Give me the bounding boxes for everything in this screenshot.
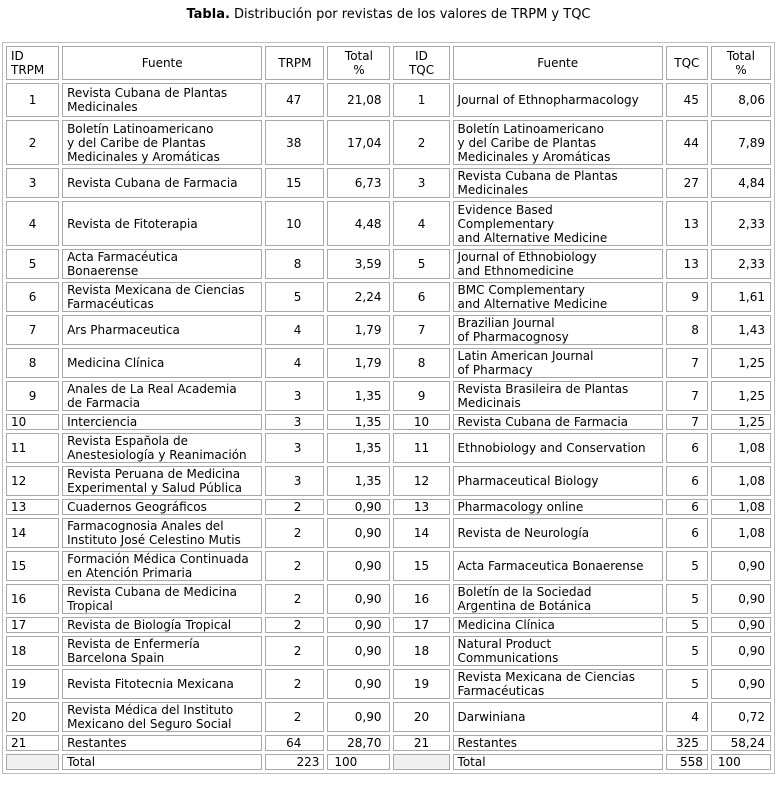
fuente-line: and Alternative Medicine: [457, 297, 608, 311]
fuente-line: and Alternative Medicine: [457, 230, 608, 245]
fuente-line: Medicinales y Aromáticas: [457, 149, 611, 164]
table-row: [6, 584, 771, 614]
id-tqc-cell: 17: [393, 617, 449, 633]
fuente-line: Boletín Latinoamericano: [67, 121, 214, 136]
table-row: [6, 249, 771, 279]
fuente-trpm-cell: [62, 414, 262, 430]
fuente-line: Revista de Fitoterapia: [67, 216, 198, 231]
id-tqc-cell: 18: [393, 636, 449, 666]
pct-tqc-cell: 0,90: [711, 584, 771, 614]
pct-trpm-cell: 1,35: [327, 414, 390, 430]
fuente-tqc-cell: [453, 584, 663, 614]
id-tqc-cell: 1: [393, 83, 449, 117]
fuente-line: Formación Médica Continuada: [67, 552, 249, 566]
tqc-value-cell: 45: [666, 83, 708, 117]
id-tqc-cell: 16: [393, 584, 449, 614]
tqc-value-cell: 7: [666, 381, 708, 411]
fuente-trpm-cell: [62, 381, 262, 411]
distribution-table: [2, 42, 775, 774]
trpm-value-cell: 10: [265, 201, 324, 246]
table-row: [6, 466, 771, 496]
totals-label-trpm: Total: [62, 754, 262, 770]
pct-tqc-cell: 1,25: [711, 381, 771, 411]
id-tqc-cell: 8: [393, 348, 449, 378]
fuente-line: Farmacognosia Anales del: [67, 519, 224, 533]
fuente-trpm-cell: [62, 499, 262, 515]
fuente-line: Ethnobiology and Conservation: [457, 441, 646, 455]
fuente-trpm-cell: [62, 636, 262, 666]
pct-tqc-cell: 1,08: [711, 433, 771, 463]
tqc-value-cell: 8: [666, 315, 708, 345]
fuente-trpm-cell: [62, 83, 262, 117]
id-trpm-cell: 19: [6, 669, 59, 699]
id-tqc-cell: 6: [393, 282, 449, 312]
fuente-line: Acta Farmaceutica Bonaerense: [457, 559, 644, 573]
id-tqc-cell: 3: [393, 168, 449, 198]
trpm-value-cell: 2: [265, 617, 324, 633]
id-trpm-cell: 2: [6, 120, 59, 165]
id-trpm-cell: 13: [6, 499, 59, 515]
header-id-trpm: ID TRPM: [6, 46, 59, 80]
pct-trpm-cell: 1,35: [327, 381, 390, 411]
trpm-value-cell: 4: [265, 315, 324, 345]
pct-tqc-cell: 1,43: [711, 315, 771, 345]
fuente-tqc-cell: [453, 315, 663, 345]
fuente-tqc-cell: [453, 551, 663, 581]
tqc-value-cell: 9: [666, 282, 708, 312]
pct-tqc-cell: 7,89: [711, 120, 771, 165]
fuente-line: Evidence Based: [457, 202, 553, 217]
table-row: [6, 499, 771, 515]
fuente-line: y del Caribe de Plantas: [457, 135, 597, 150]
caption-text: Distribución por revistas de los valores de TRPM y TQC: [229, 7, 591, 22]
tqc-value-cell: 13: [666, 201, 708, 246]
trpm-value-cell: 2: [265, 518, 324, 548]
fuente-tqc-cell: [453, 348, 663, 378]
fuente-line: Journal of Ethnobiology: [457, 250, 597, 264]
id-tqc-cell: 15: [393, 551, 449, 581]
fuente-line: of Pharmacy: [457, 363, 533, 377]
id-trpm-cell: 1: [6, 83, 59, 117]
pct-trpm-cell: 2,24: [327, 282, 390, 312]
fuente-trpm-cell: [62, 669, 262, 699]
pct-tqc-cell: 1,08: [711, 518, 771, 548]
table-row: [6, 433, 771, 463]
totals-pct-tqc: 100: [711, 754, 771, 770]
pct-trpm-cell: 0,90: [327, 702, 390, 732]
id-trpm-cell: 11: [6, 433, 59, 463]
id-trpm-cell: 15: [6, 551, 59, 581]
fuente-tqc-cell: [453, 249, 663, 279]
fuente-line: Bonaerense: [67, 264, 139, 278]
table-body: [6, 83, 771, 751]
fuente-line: BMC Complementary: [457, 283, 585, 297]
fuente-line: Revista Brasileira de Plantas: [457, 382, 629, 396]
table-row: [6, 735, 771, 751]
tqc-value-cell: 7: [666, 414, 708, 430]
id-trpm-cell: 7: [6, 315, 59, 345]
fuente-line: Medicinales y Aromáticas: [67, 149, 220, 164]
header-id-tqc: ID TQC: [393, 46, 449, 80]
fuente-tqc-cell: [453, 414, 663, 430]
pct-tqc-cell: 1,25: [711, 414, 771, 430]
pct-tqc-cell: 1,08: [711, 466, 771, 496]
fuente-trpm-cell: [62, 348, 262, 378]
table-row: [6, 201, 771, 246]
fuente-line: y del Caribe de Plantas: [67, 135, 206, 150]
fuente-trpm-cell: [62, 617, 262, 633]
tqc-value-cell: 5: [666, 584, 708, 614]
fuente-line: Revista Cubana de Medicina: [67, 585, 237, 599]
fuente-line: Interciencia: [67, 415, 138, 429]
trpm-value-cell: 3: [265, 414, 324, 430]
fuente-line: Barcelona Spain: [67, 651, 165, 665]
id-tqc-cell: 14: [393, 518, 449, 548]
fuente-tqc-cell: [453, 735, 663, 751]
pct-trpm-cell: 4,48: [327, 201, 390, 246]
pct-trpm-cell: 6,73: [327, 168, 390, 198]
id-trpm-cell: 21: [6, 735, 59, 751]
id-trpm-cell: 16: [6, 584, 59, 614]
fuente-line: Revista Española de: [67, 434, 189, 448]
trpm-value-cell: 2: [265, 584, 324, 614]
trpm-value-cell: 2: [265, 669, 324, 699]
id-tqc-cell: 11: [393, 433, 449, 463]
fuente-tqc-cell: [453, 617, 663, 633]
tqc-value-cell: 7: [666, 348, 708, 378]
pct-tqc-cell: 1,08: [711, 499, 771, 515]
fuente-line: Revista Peruana de Medicina: [67, 467, 241, 481]
fuente-line: Anales de La Real Academia: [67, 382, 237, 396]
trpm-value-cell: 4: [265, 348, 324, 378]
fuente-trpm-cell: [62, 201, 262, 246]
fuente-line: of Pharmacognosy: [457, 330, 569, 344]
fuente-line: and Ethnomedicine: [457, 264, 574, 278]
table-row: [6, 348, 771, 378]
fuente-line: en Atención Primaria: [67, 566, 193, 580]
trpm-value-cell: 2: [265, 499, 324, 515]
header-fuente-trpm: Fuente: [62, 46, 262, 80]
fuente-tqc-cell: [453, 702, 663, 732]
id-trpm-cell: 8: [6, 348, 59, 378]
trpm-value-cell: 47: [265, 83, 324, 117]
pct-tqc-cell: 1,25: [711, 348, 771, 378]
pct-tqc-cell: 2,33: [711, 249, 771, 279]
pct-trpm-cell: 1,35: [327, 466, 390, 496]
trpm-value-cell: 8: [265, 249, 324, 279]
id-trpm-cell: 3: [6, 168, 59, 198]
table-row: [6, 669, 771, 699]
fuente-line: Farmacéuticas: [457, 684, 545, 698]
trpm-value-cell: 38: [265, 120, 324, 165]
pct-trpm-cell: 28,70: [327, 735, 390, 751]
fuente-line: Farmacéuticas: [67, 297, 154, 311]
fuente-line: Revista de Neurología: [457, 526, 590, 540]
id-trpm-cell: 10: [6, 414, 59, 430]
fuente-tqc-cell: [453, 433, 663, 463]
fuente-tqc-cell: [453, 168, 663, 198]
header-fuente-tqc: Fuente: [453, 46, 663, 80]
trpm-value-cell: 3: [265, 381, 324, 411]
pct-trpm-cell: 0,90: [327, 669, 390, 699]
totals-id-trpm-blank: [6, 754, 59, 770]
fuente-tqc-cell: [453, 120, 663, 165]
table-row: [6, 414, 771, 430]
fuente-tqc-cell: [453, 499, 663, 515]
fuente-line: Revista de Biología Tropical: [67, 618, 232, 632]
fuente-trpm-cell: [62, 282, 262, 312]
fuente-trpm-cell: [62, 551, 262, 581]
fuente-tqc-cell: [453, 381, 663, 411]
fuente-line: Revista Cubana de Plantas: [457, 169, 618, 183]
fuente-tqc-cell: [453, 636, 663, 666]
fuente-line: Restantes: [457, 736, 517, 750]
table-row: [6, 551, 771, 581]
fuente-line: Revista Médica del Instituto: [67, 703, 234, 717]
fuente-line: Communications: [457, 651, 559, 665]
fuente-line: Cuadernos Geográficos: [67, 500, 207, 514]
header-row: [6, 46, 771, 80]
pct-trpm-cell: 0,90: [327, 518, 390, 548]
tqc-value-cell: 6: [666, 466, 708, 496]
tqc-value-cell: 6: [666, 433, 708, 463]
id-tqc-cell: 13: [393, 499, 449, 515]
tqc-value-cell: 325: [666, 735, 708, 751]
table-row: [6, 282, 771, 312]
tqc-value-cell: 4: [666, 702, 708, 732]
pct-trpm-cell: 3,59: [327, 249, 390, 279]
fuente-trpm-cell: [62, 735, 262, 751]
fuente-tqc-cell: [453, 466, 663, 496]
fuente-line: Argentina de Botánica: [457, 599, 592, 613]
header-total-tqc: Total %: [711, 46, 771, 80]
fuente-tqc-cell: [453, 669, 663, 699]
header-tqc: TQC: [666, 46, 708, 80]
fuente-line: Brazilian Journal: [457, 316, 555, 330]
caption-label: Tabla.: [186, 7, 230, 22]
table-row: [6, 315, 771, 345]
fuente-line: Anestesiología y Reanimación: [67, 448, 247, 462]
id-tqc-cell: 2: [393, 120, 449, 165]
fuente-line: Darwiniana: [457, 710, 526, 724]
fuente-line: Medicinales: [67, 100, 138, 114]
table-row: [6, 702, 771, 732]
header-trpm: TRPM: [265, 46, 324, 80]
fuente-line: Revista Mexicana de Ciencias: [457, 670, 636, 684]
fuente-trpm-cell: [62, 168, 262, 198]
fuente-line: Acta Farmacéutica: [67, 250, 179, 264]
tqc-value-cell: 5: [666, 669, 708, 699]
fuente-trpm-cell: [62, 584, 262, 614]
totals-row: [6, 754, 771, 770]
fuente-line: Tropical: [67, 599, 113, 613]
totals-trpm: 223: [265, 754, 324, 770]
fuente-trpm-cell: [62, 702, 262, 732]
id-trpm-cell: 5: [6, 249, 59, 279]
id-tqc-cell: 7: [393, 315, 449, 345]
fuente-line: Instituto José Celestino Mutis: [67, 533, 241, 547]
pct-trpm-cell: 1,79: [327, 348, 390, 378]
pct-tqc-cell: 0,90: [711, 669, 771, 699]
id-trpm-cell: 18: [6, 636, 59, 666]
fuente-line: Latin American Journal: [457, 349, 594, 363]
fuente-line: Restantes: [67, 736, 127, 750]
pct-tqc-cell: 1,61: [711, 282, 771, 312]
trpm-value-cell: 64: [265, 735, 324, 751]
fuente-trpm-cell: [62, 120, 262, 165]
trpm-value-cell: 5: [265, 282, 324, 312]
pct-trpm-cell: 21,08: [327, 83, 390, 117]
fuente-tqc-cell: [453, 282, 663, 312]
totals-id-tqc-blank: [393, 754, 449, 770]
table-row: [6, 636, 771, 666]
id-tqc-cell: 4: [393, 201, 449, 246]
pct-tqc-cell: 4,84: [711, 168, 771, 198]
pct-trpm-cell: 0,90: [327, 636, 390, 666]
fuente-trpm-cell: [62, 315, 262, 345]
trpm-value-cell: 2: [265, 702, 324, 732]
fuente-trpm-cell: [62, 249, 262, 279]
fuente-line: Ars Pharmaceutica: [67, 323, 180, 337]
totals-pct-trpm: 100: [327, 754, 390, 770]
id-tqc-cell: 12: [393, 466, 449, 496]
table-row: [6, 168, 771, 198]
fuente-line: Boletín Latinoamericano: [457, 121, 604, 136]
fuente-line: Experimental y Salud Pública: [67, 481, 243, 495]
pct-trpm-cell: 0,90: [327, 617, 390, 633]
id-trpm-cell: 20: [6, 702, 59, 732]
totals-tqc: 558: [666, 754, 708, 770]
tqc-value-cell: 13: [666, 249, 708, 279]
id-tqc-cell: 19: [393, 669, 449, 699]
fuente-line: Journal of Ethnopharmacology: [457, 93, 639, 107]
id-trpm-cell: 6: [6, 282, 59, 312]
pct-tqc-cell: 0,72: [711, 702, 771, 732]
pct-trpm-cell: 0,90: [327, 584, 390, 614]
fuente-line: Mexicano del Seguro Social: [67, 717, 232, 731]
id-tqc-cell: 21: [393, 735, 449, 751]
fuente-line: Revista Mexicana de Ciencias: [67, 283, 245, 297]
pct-trpm-cell: 0,90: [327, 551, 390, 581]
pct-trpm-cell: 0,90: [327, 499, 390, 515]
pct-tqc-cell: 58,24: [711, 735, 771, 751]
fuente-line: Pharmaceutical Biology: [457, 474, 599, 488]
fuente-line: Revista Cubana de Farmacia: [457, 415, 629, 429]
id-trpm-cell: 12: [6, 466, 59, 496]
tqc-value-cell: 27: [666, 168, 708, 198]
id-trpm-cell: 9: [6, 381, 59, 411]
id-tqc-cell: 10: [393, 414, 449, 430]
fuente-line: Medicinales: [457, 183, 529, 197]
fuente-line: Medicina Clínica: [457, 618, 555, 632]
pct-trpm-cell: 1,35: [327, 433, 390, 463]
header-total-trpm: Total %: [327, 46, 390, 80]
id-trpm-cell: 14: [6, 518, 59, 548]
table-row: [6, 518, 771, 548]
table-row: [6, 83, 771, 117]
fuente-tqc-cell: [453, 518, 663, 548]
trpm-value-cell: 2: [265, 551, 324, 581]
fuente-line: Revista de Enfermería: [67, 637, 200, 651]
trpm-value-cell: 3: [265, 466, 324, 496]
id-tqc-cell: 5: [393, 249, 449, 279]
id-tqc-cell: 20: [393, 702, 449, 732]
trpm-value-cell: 3: [265, 433, 324, 463]
pct-tqc-cell: 2,33: [711, 201, 771, 246]
pct-tqc-cell: 8,06: [711, 83, 771, 117]
table-row: [6, 120, 771, 165]
trpm-value-cell: 2: [265, 636, 324, 666]
fuente-line: Natural Product: [457, 637, 552, 651]
fuente-line: Medicina Clínica: [67, 356, 165, 370]
fuente-line: Medicinais: [457, 396, 521, 410]
fuente-line: Revista Cubana de Plantas: [67, 86, 228, 100]
fuente-trpm-cell: [62, 518, 262, 548]
fuente-line: Complementary: [457, 216, 555, 231]
table-row: [6, 381, 771, 411]
id-tqc-cell: 9: [393, 381, 449, 411]
pct-tqc-cell: 0,90: [711, 551, 771, 581]
fuente-trpm-cell: [62, 466, 262, 496]
id-trpm-cell: 4: [6, 201, 59, 246]
tqc-value-cell: 44: [666, 120, 708, 165]
fuente-line: Revista Cubana de Farmacia: [67, 176, 238, 190]
tqc-value-cell: 5: [666, 551, 708, 581]
fuente-line: Boletín de la Sociedad: [457, 585, 592, 599]
tqc-value-cell: 6: [666, 499, 708, 515]
pct-tqc-cell: 0,90: [711, 617, 771, 633]
totals-label-tqc: Total: [453, 754, 663, 770]
fuente-trpm-cell: [62, 433, 262, 463]
pct-tqc-cell: 0,90: [711, 636, 771, 666]
tqc-value-cell: 6: [666, 518, 708, 548]
fuente-line: de Farmacia: [67, 396, 141, 410]
pct-trpm-cell: 1,79: [327, 315, 390, 345]
tqc-value-cell: 5: [666, 636, 708, 666]
fuente-tqc-cell: [453, 83, 663, 117]
tqc-value-cell: 5: [666, 617, 708, 633]
trpm-value-cell: 15: [265, 168, 324, 198]
table-caption: [0, 0, 777, 34]
fuente-line: Revista Fitotecnia Mexicana: [67, 677, 234, 691]
fuente-tqc-cell: [453, 201, 663, 246]
id-trpm-cell: 17: [6, 617, 59, 633]
table-row: [6, 617, 771, 633]
pct-trpm-cell: 17,04: [327, 120, 390, 165]
fuente-line: Pharmacology online: [457, 500, 584, 514]
